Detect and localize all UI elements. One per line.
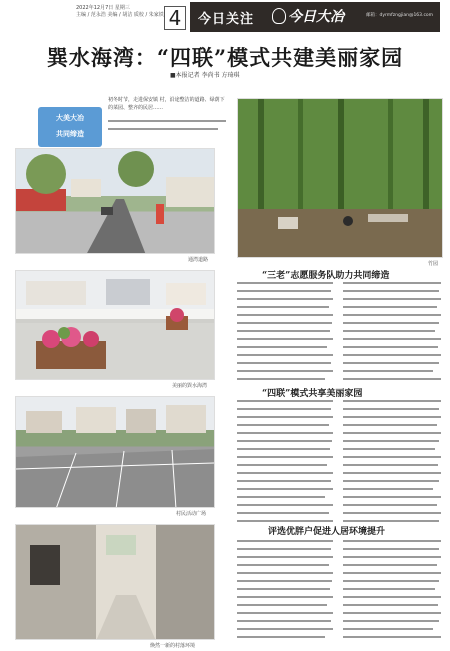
section-3-col-1 <box>237 540 335 644</box>
date: 2022年12月7日 星期三 <box>76 5 130 11</box>
intro-lead <box>108 96 228 112</box>
section-heading-3: 评选优胖户促进人居环境提升 <box>268 527 386 537</box>
square-caption: 村民活动广场 <box>176 511 207 517</box>
byline: ■本报记者 李尚书 方琦琪 <box>170 72 240 79</box>
section-2-col-2 <box>343 400 443 528</box>
road-caption: 通湾道路 <box>188 257 209 263</box>
campaign-logo-bottom: 共同缔造 <box>56 130 84 138</box>
intro-body <box>108 120 228 136</box>
riverside-caption: 美丽的巽水海湾 <box>172 383 208 389</box>
intro-lead-text: 初冬时节，走进保安镇 村，沿途整洁的道路、绿荫下的菜园、整齐的民居…… <box>108 97 225 111</box>
dateline <box>76 5 164 19</box>
section-1-col-1 <box>237 282 335 386</box>
section-3-col-2 <box>343 540 443 644</box>
bamboo-caption: 竹园 <box>428 261 439 267</box>
square-photo <box>15 396 215 508</box>
campaign-logo <box>38 107 102 147</box>
paper-logo-icon <box>272 8 286 24</box>
editor-email: 邮箱：dyrmfzngjian@163.com <box>366 13 434 18</box>
riverside-photo <box>15 270 215 380</box>
editors: 主编 / 范永浩 美编 / 胡洁 质校 / 朱家铁 <box>76 12 164 18</box>
section-title: 今日关注 <box>198 12 255 27</box>
alley-photo <box>15 524 215 640</box>
alley-caption: 焕然一新的村落环境 <box>150 643 196 649</box>
section-heading-2: “四联”模式共享美丽家园 <box>262 389 363 399</box>
section-2-col-1 <box>237 400 335 528</box>
section-heading-1: “三老”志愿服务队助力共同缔造 <box>262 271 390 281</box>
page-number: 4 <box>164 6 186 30</box>
headline: 巽水海湾：“四联”模式共建美丽家园 <box>46 45 404 70</box>
bamboo-photo <box>237 98 443 258</box>
section-banner <box>190 2 440 32</box>
masthead <box>0 0 450 36</box>
campaign-logo-top: 大美大冶 <box>56 114 84 122</box>
paper-logo: 今日大冶 <box>288 9 344 25</box>
section-1-col-2 <box>343 282 443 386</box>
road-photo <box>15 148 215 254</box>
